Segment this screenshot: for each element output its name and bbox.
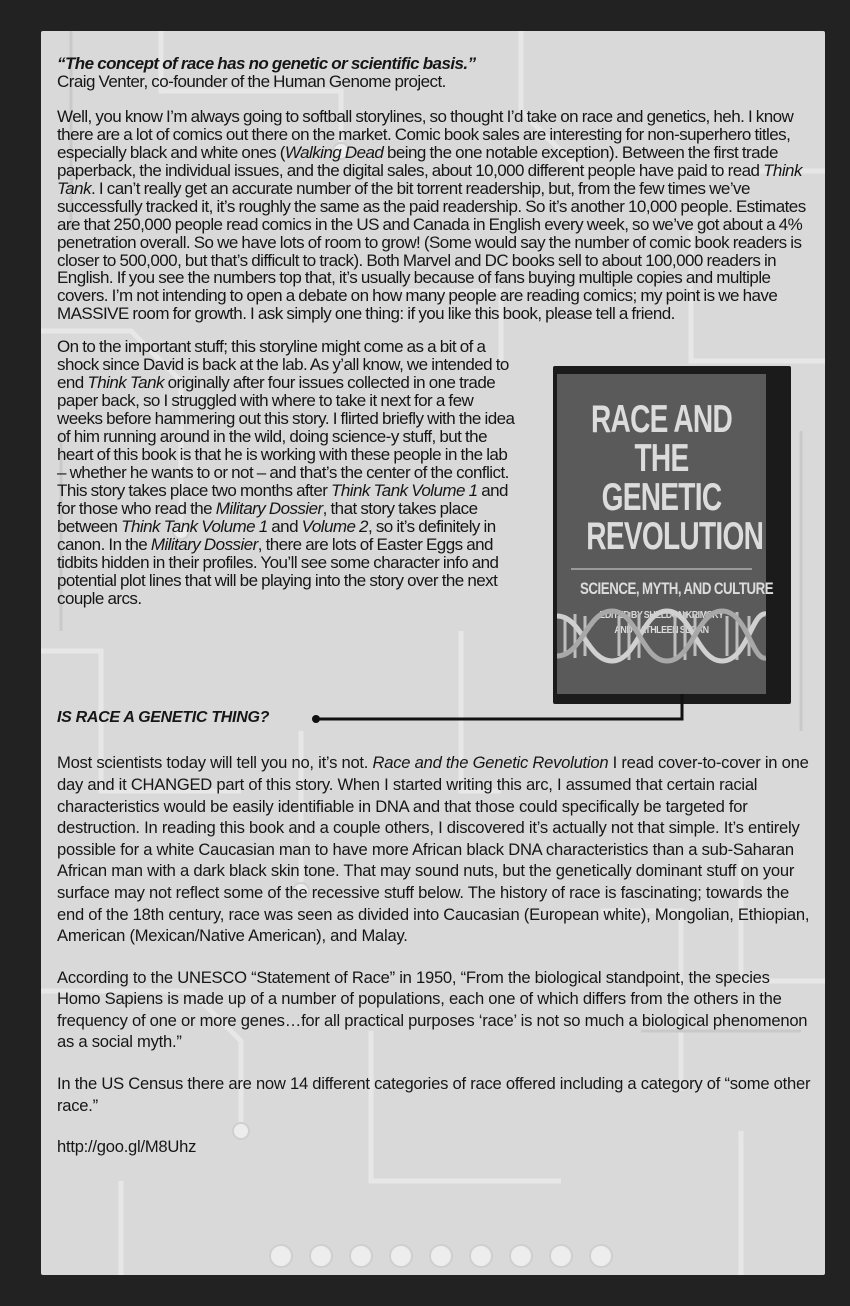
italic-title: Walking Dead xyxy=(284,142,384,162)
text-run: and for those who read the xyxy=(57,480,508,518)
text-run: , so it’s definitely in canon. In the xyxy=(57,516,496,554)
text-run: According to the UNESCO “Statement of Race” in 1950, “From the biological standpoint, the species Homo Sapiens is made up of a number of populations, each one of which differs from the others in the frequency of one or more genes…for all practical purposes ‘race’ is not so much a biological phenomenon as a social myth.” xyxy=(57,967,808,1052)
text-run: Well, you know I’m always going to softball storylines, so thought I’d take on race and genetics, heh. I know there are a lot of comics out there on the market. Comic book sales are interesting for non-superhero titles, especially black and white ones ( xyxy=(57,106,794,162)
italic-title: Think Tank xyxy=(87,373,164,393)
text-run: originally after four issues collected in one trade paper back, so I struggled with where to take it next for a few weeks before hammering out this story. I flirted briefly with the idea of him running around in the wild, doing science-y stuff, but the heart of this book is that he is working with these people in the lab – whether he wants to or not – and that’s the center of the conflict. This story takes place two months after xyxy=(57,373,515,500)
book-subtitle: SCIENCE, MYTH, AND CULTURE xyxy=(579,579,774,599)
text-run: , that story takes place between xyxy=(57,498,478,536)
section-heading-row xyxy=(57,706,817,736)
text-run: and xyxy=(267,516,302,536)
book-title-line: REVOLUTION xyxy=(586,515,764,559)
italic-title: Think Tank Volume 1 xyxy=(121,516,268,536)
section-heading: IS RACE A GENETIC THING? xyxy=(57,709,270,727)
italic-title: Military Dossier xyxy=(215,498,323,518)
italic-title: Volume 2 xyxy=(301,516,368,536)
italic-title: Race and the Genetic Revolution xyxy=(372,753,609,773)
paragraph xyxy=(57,1073,817,1116)
text-run: , there are lots of Easter Eggs and tidbits hidden in their profiles. You’ll see some character info and potential plot lines that will be playing into the story over the next couple arcs. xyxy=(57,534,499,608)
paragraph xyxy=(57,108,817,323)
paragraph xyxy=(57,337,817,637)
text-run: being the one notable exception). Between the first trade paperback, the individual issues, and the digital sales, about 10,000 different people have paid to read xyxy=(57,142,778,180)
book-figure xyxy=(553,366,791,706)
book-title-line: THE GENETIC xyxy=(601,437,722,520)
book-title-line: RACE AND xyxy=(590,398,733,442)
article-panel xyxy=(41,31,825,1275)
pull-quote: “The concept of race has no genetic or scientific basis.” xyxy=(57,54,476,73)
book-divider xyxy=(571,568,752,570)
dna-helix-icon xyxy=(557,606,766,666)
paragraph-text xyxy=(57,337,514,607)
source-link[interactable] xyxy=(57,1136,817,1158)
book-editors: EDITED BY SHELDON KRIMSKY xyxy=(599,609,724,622)
paragraph xyxy=(57,967,817,1053)
book-editors: AND KATHLEEN SLOAN xyxy=(614,624,709,637)
paragraph xyxy=(57,752,817,946)
italic-title: Think Tank Volume 1 xyxy=(331,480,478,500)
text-run: I read cover-to-cover in one day and it CHANGED part of this story. When I started writing this arc, I assumed that certain racial characteristics would be easily identifiable in DNA and that those could specifically be targeted for destruction. In reading this book and a couple others, I discovered it’s actually not that simple. It’s entirely possible for a white Caucasian man to have more African black DNA characteristics than a sub-Saharan African man with a dark black skin tone. That may sound nuts, but the genetically dominant stuff on your surface may not reflect some of the recessive stuff below. The history of race is fascinating; towards the end of the 18th century, race was seen as divided into Caucasian (European white), Mongolian, Ethiopian, American (Mexican/Native American), and Malay. xyxy=(57,753,810,946)
italic-title: Military Dossier xyxy=(150,534,258,554)
book-cover-image xyxy=(557,374,774,694)
text-run: In the US Census there are now 14 different categories of race offered including a category of “some other race.” xyxy=(57,1074,811,1115)
text-run: On to the important stuff; this storyline might come as a bit of a shock since David is back at the lab. As y’all know, we intended to end xyxy=(57,337,509,393)
italic-title: Think Tank xyxy=(57,160,802,198)
text-run: http://goo.gl/M8Uhz xyxy=(57,1137,197,1157)
text-run: Most scientists today will tell you no, it’s not. xyxy=(57,753,373,773)
text-run: . I can’t really get an accurate number of the bit torrent readership, but, from the few times we’ve successfully tracked it, it’s roughly the same as the paid readership. So it’s another 10,000 people. Estimates are that 250,000 people read comics in the US and Canada in English every week, so we’ve got about a 4% penetration overall. So we have lots of room to grow! (Some would say the number of comic book readers is closer to 500,000, but that’s difficult to track). Both Marvel and DC books sell to about 100,000 readers in English. If you see the numbers top that, it’s usually because of fans buying multiple copies and multiple covers. I’m not intending to open a debate on how many people are reading comics; my point is we have MASSIVE room for growth. I ask simply one thing: if you like this book, please tell a friend. xyxy=(57,178,806,324)
connector-line xyxy=(57,706,817,736)
quote-attribution: Craig Venter, co-founder of the Human Genome project. xyxy=(57,71,446,91)
article-content xyxy=(57,55,817,1178)
